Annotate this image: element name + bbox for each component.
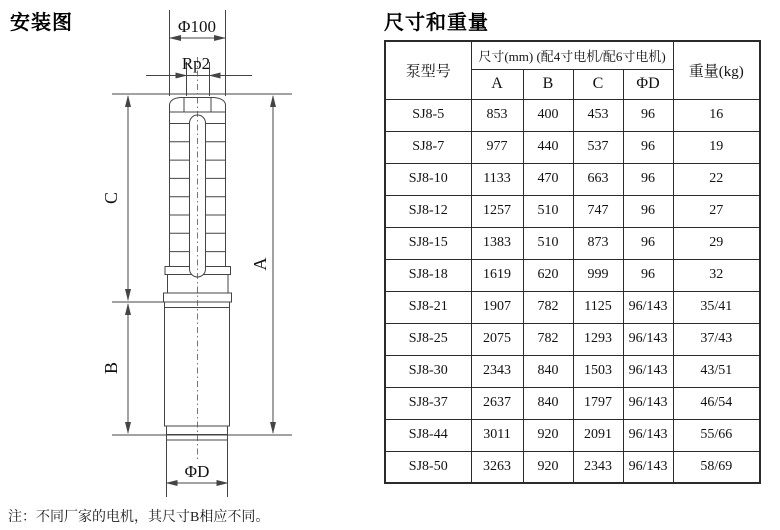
table-row xyxy=(385,291,760,323)
cell-dim-b: 510 xyxy=(523,195,573,227)
motor-body xyxy=(165,302,230,426)
cell-dim-a: 2637 xyxy=(471,387,523,419)
col-header-dim-d: ΦD xyxy=(623,69,673,99)
cell-dim-a: 1257 xyxy=(471,195,523,227)
diagram-title: 安装图 xyxy=(10,12,73,34)
cell-dim-c: 537 xyxy=(573,131,623,163)
cell-model: SJ8-7 xyxy=(385,131,471,163)
cell-model: SJ8-21 xyxy=(385,291,471,323)
cell-model: SJ8-30 xyxy=(385,355,471,387)
cell-dim-b: 840 xyxy=(523,355,573,387)
table-row xyxy=(385,419,760,451)
cell-model: SJ8-25 xyxy=(385,323,471,355)
col-header-dim-c: C xyxy=(573,69,623,99)
cell-dim-c: 999 xyxy=(573,259,623,291)
label-rp2: Rp2 xyxy=(181,54,211,73)
label-phid: ΦD xyxy=(184,462,210,481)
table-row xyxy=(385,131,760,163)
label-dim-b: B xyxy=(101,361,122,375)
cell-weight: 37/43 xyxy=(673,323,760,355)
cell-model: SJ8-18 xyxy=(385,259,471,291)
cell-dim-b: 470 xyxy=(523,163,573,195)
col-header-dims-group: 尺寸(mm) (配4寸电机/配6寸电机) xyxy=(471,41,673,69)
cell-dim-a: 1619 xyxy=(471,259,523,291)
cell-dim-d: 96 xyxy=(623,227,673,259)
cell-dim-d: 96/143 xyxy=(623,451,673,483)
table-row xyxy=(385,451,760,483)
table-body xyxy=(385,99,760,483)
cell-dim-a: 853 xyxy=(471,99,523,131)
label-phi100: Φ100 xyxy=(178,17,216,36)
table-row xyxy=(385,323,760,355)
cell-weight: 29 xyxy=(673,227,760,259)
cell-dim-c: 1503 xyxy=(573,355,623,387)
label-dim-c: C xyxy=(101,191,122,205)
cell-dim-a: 1383 xyxy=(471,227,523,259)
cell-model: SJ8-10 xyxy=(385,163,471,195)
table-row xyxy=(385,163,760,195)
cell-dim-d: 96 xyxy=(623,99,673,131)
cell-dim-c: 453 xyxy=(573,99,623,131)
cell-model: SJ8-5 xyxy=(385,99,471,131)
cell-dim-c: 2343 xyxy=(573,451,623,483)
cell-weight: 55/66 xyxy=(673,419,760,451)
cell-dim-d: 96 xyxy=(623,131,673,163)
table-title: 尺寸和重量 xyxy=(384,12,489,34)
cell-weight: 32 xyxy=(673,259,760,291)
cell-dim-a: 3263 xyxy=(471,451,523,483)
cell-dim-b: 510 xyxy=(523,227,573,259)
table-row xyxy=(385,195,760,227)
footnote: 注：不同厂家的电机，其尺寸B相应不同。 xyxy=(8,510,270,525)
cell-weight: 46/54 xyxy=(673,387,760,419)
cell-weight: 27 xyxy=(673,195,760,227)
motor-ring xyxy=(167,426,228,435)
col-header-dim-a: A xyxy=(471,69,523,99)
cell-dim-c: 1125 xyxy=(573,291,623,323)
cell-dim-d: 96/143 xyxy=(623,355,673,387)
cell-dim-d: 96 xyxy=(623,163,673,195)
cell-dim-d: 96/143 xyxy=(623,387,673,419)
dimension-weight-table xyxy=(384,40,759,484)
cell-dim-c: 747 xyxy=(573,195,623,227)
cell-dim-d: 96 xyxy=(623,195,673,227)
cell-dim-a: 1133 xyxy=(471,163,523,195)
table-row xyxy=(385,355,760,387)
col-header-weight: 重量(kg) xyxy=(673,41,760,99)
cell-dim-b: 400 xyxy=(523,99,573,131)
cell-weight: 43/51 xyxy=(673,355,760,387)
col-header-model: 泵型号 xyxy=(385,41,471,99)
cell-weight: 19 xyxy=(673,131,760,163)
cell-model: SJ8-37 xyxy=(385,387,471,419)
cell-dim-d: 96/143 xyxy=(623,419,673,451)
cell-dim-b: 620 xyxy=(523,259,573,291)
cell-dim-a: 977 xyxy=(471,131,523,163)
cell-dim-d: 96/143 xyxy=(623,323,673,355)
cell-model: SJ8-12 xyxy=(385,195,471,227)
cell-dim-b: 920 xyxy=(523,451,573,483)
cell-weight: 22 xyxy=(673,163,760,195)
label-dim-a: A xyxy=(250,257,271,271)
cell-weight: 58/69 xyxy=(673,451,760,483)
cell-dim-c: 663 xyxy=(573,163,623,195)
cell-weight: 16 xyxy=(673,99,760,131)
cell-dim-b: 782 xyxy=(523,323,573,355)
cell-dim-c: 2091 xyxy=(573,419,623,451)
table-row xyxy=(385,99,760,131)
cell-dim-d: 96/143 xyxy=(623,291,673,323)
cell-model: SJ8-44 xyxy=(385,419,471,451)
table-row xyxy=(385,227,760,259)
cell-dim-c: 1293 xyxy=(573,323,623,355)
cell-dim-b: 920 xyxy=(523,419,573,451)
cell-dim-a: 2343 xyxy=(471,355,523,387)
cell-weight: 35/41 xyxy=(673,291,760,323)
cell-dim-a: 3011 xyxy=(471,419,523,451)
cell-dim-b: 840 xyxy=(523,387,573,419)
cell-dim-d: 96 xyxy=(623,259,673,291)
cell-dim-b: 440 xyxy=(523,131,573,163)
cell-dim-c: 873 xyxy=(573,227,623,259)
col-header-dim-b: B xyxy=(523,69,573,99)
cell-model: SJ8-50 xyxy=(385,451,471,483)
table-row xyxy=(385,259,760,291)
table-row xyxy=(385,387,760,419)
cell-dim-a: 1907 xyxy=(471,291,523,323)
pump-installation-diagram xyxy=(0,0,380,530)
cell-dim-c: 1797 xyxy=(573,387,623,419)
cell-dim-a: 2075 xyxy=(471,323,523,355)
cell-model: SJ8-15 xyxy=(385,227,471,259)
cell-dim-b: 782 xyxy=(523,291,573,323)
